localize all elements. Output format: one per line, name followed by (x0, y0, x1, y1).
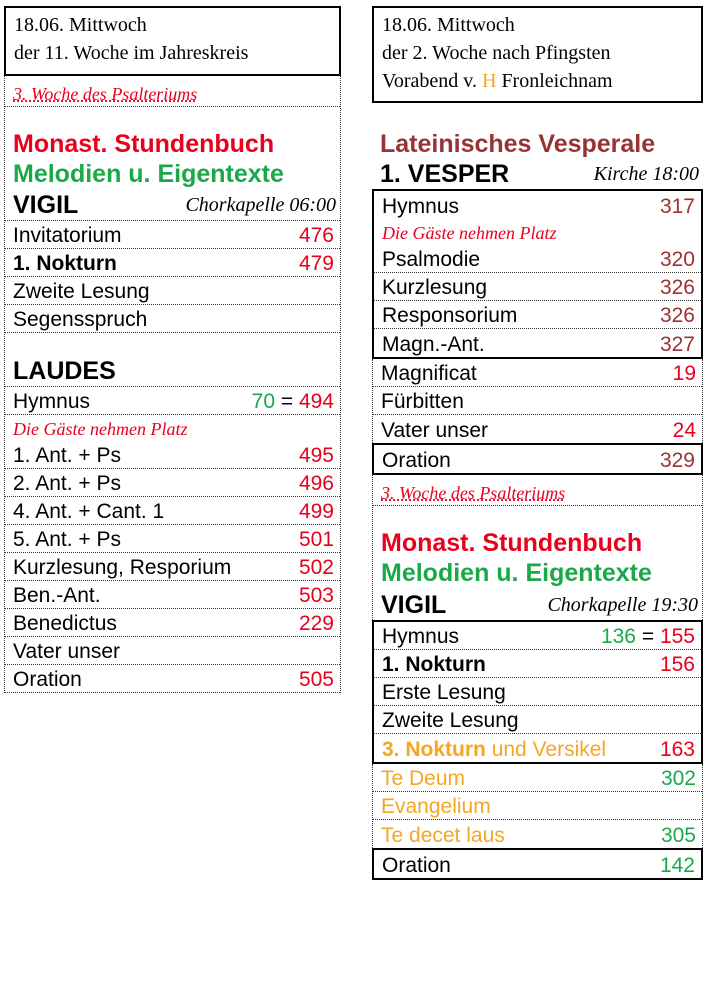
list-item: Magnificat 19 (373, 359, 702, 387)
list-item: 1. Ant. + Ps 495 (5, 441, 340, 469)
right-vigil-place-time: Chorkapelle 19:30 (547, 594, 698, 616)
list-item: 4. Ant. + Cant. 1 499 (5, 497, 340, 525)
list-item: Segensspruch (5, 305, 340, 333)
right-book2-title: Monast. Stundenbuch (381, 529, 643, 557)
list-item: Psalmodie 320 (374, 245, 701, 273)
vigil-section-title (5, 189, 340, 221)
list-item: 5. Ant. + Ps 501 (5, 525, 340, 553)
list-item: Kurzlesung, Resporium 502 (5, 553, 340, 581)
vigil-place-time: Chorkapelle 06:00 (185, 194, 336, 216)
right-date-line: 18.06. Mittwoch (382, 14, 515, 36)
list-item: Zweite Lesung (5, 277, 340, 305)
vesper-hymnus-row: Hymnus 317 (382, 195, 695, 218)
vesper-section-title (372, 159, 703, 189)
list-item: Erste Lesung (374, 678, 701, 706)
vesper-oration-box (372, 443, 703, 475)
left-date-header (4, 6, 341, 76)
vigil-title: VIGIL (13, 191, 79, 219)
laudes-hymnus-row: Hymnus 70 = 494 (5, 387, 340, 415)
right-week-line: der 2. Woche nach Pfingsten (382, 42, 611, 64)
laudes-section-title (5, 359, 340, 387)
right-vigil-oration-box (372, 848, 703, 880)
right-vigil-hymnus-row: Hymnus 136 = 155 (374, 622, 701, 650)
list-item: 1. Nokturn 156 (374, 650, 701, 678)
left-content-frame (4, 76, 341, 693)
vesper-guest-note: Die Gäste nehmen Platz (382, 223, 557, 243)
left-date-line: 18.06. Mittwoch (14, 14, 147, 36)
list-item: Evangelium (373, 792, 702, 820)
right-vigil-box (372, 620, 703, 764)
left-column (4, 0, 341, 693)
list-item: 2. Ant. + Ps 496 (5, 469, 340, 497)
left-week-line: der 11. Woche im Jahreskreis (14, 42, 249, 64)
list-item: Zweite Lesung (374, 706, 701, 734)
nokturn3-row: 3. Nokturn und Versikel 163 (382, 738, 695, 761)
left-book-title: Monast. Stundenbuch (13, 130, 275, 158)
list-item: Magn.-Ant. 327 (382, 333, 695, 356)
vesper-title: 1. VESPER (380, 160, 510, 188)
left-psalter-note: 3. Woche des Psalteriums (5, 76, 340, 107)
list-item: Oration 505 (5, 665, 340, 693)
vesper-place-time: Kirche 18:00 (593, 163, 699, 185)
list-item: Vater unser (5, 637, 340, 665)
list-item: Invitatorium 476 (5, 221, 340, 249)
left-book-subtitle: Melodien u. Eigentexte (13, 160, 284, 188)
right-book2-subtitle: Melodien u. Eigentexte (381, 559, 652, 587)
vesper-box-2 (372, 359, 703, 443)
list-item: 1. Nokturn 479 (5, 249, 340, 277)
laudes-guest-note: Die Gäste nehmen Platz (13, 419, 188, 439)
right-vigil-section-title (373, 588, 702, 620)
right-vigil-oration-row: Oration 142 (382, 854, 695, 877)
vesperale-title: Lateinisches Vesperale (380, 130, 656, 158)
list-item: Ben.-Ant. 503 (5, 581, 340, 609)
right-vigil-orange-frame (372, 764, 703, 848)
feast-rank-mark: H (481, 70, 497, 92)
right-column (372, 0, 703, 880)
list-item: Te decet laus 305 (381, 824, 696, 847)
right-date-header (372, 6, 703, 103)
right-psalter-note: 3. Woche des Psalteriums (373, 475, 702, 506)
vesper-box-1 (372, 189, 703, 359)
right-vigil-title: VIGIL (381, 591, 447, 619)
list-item: Fürbitten (373, 387, 702, 415)
list-item: Benedictus 229 (5, 609, 340, 637)
list-item: Te Deum 302 (373, 764, 702, 792)
right-vigil-frame (372, 475, 703, 620)
list-item: Responsorium 326 (374, 301, 701, 329)
list-item: Kurzlesung 326 (374, 273, 701, 301)
laudes-title: LAUDES (13, 357, 116, 385)
list-item: Vater unser 24 (381, 419, 696, 442)
right-feast-line: Vorabend v. H Fronleichnam (382, 70, 613, 92)
vesper-oration-row: Oration 329 (382, 449, 695, 472)
